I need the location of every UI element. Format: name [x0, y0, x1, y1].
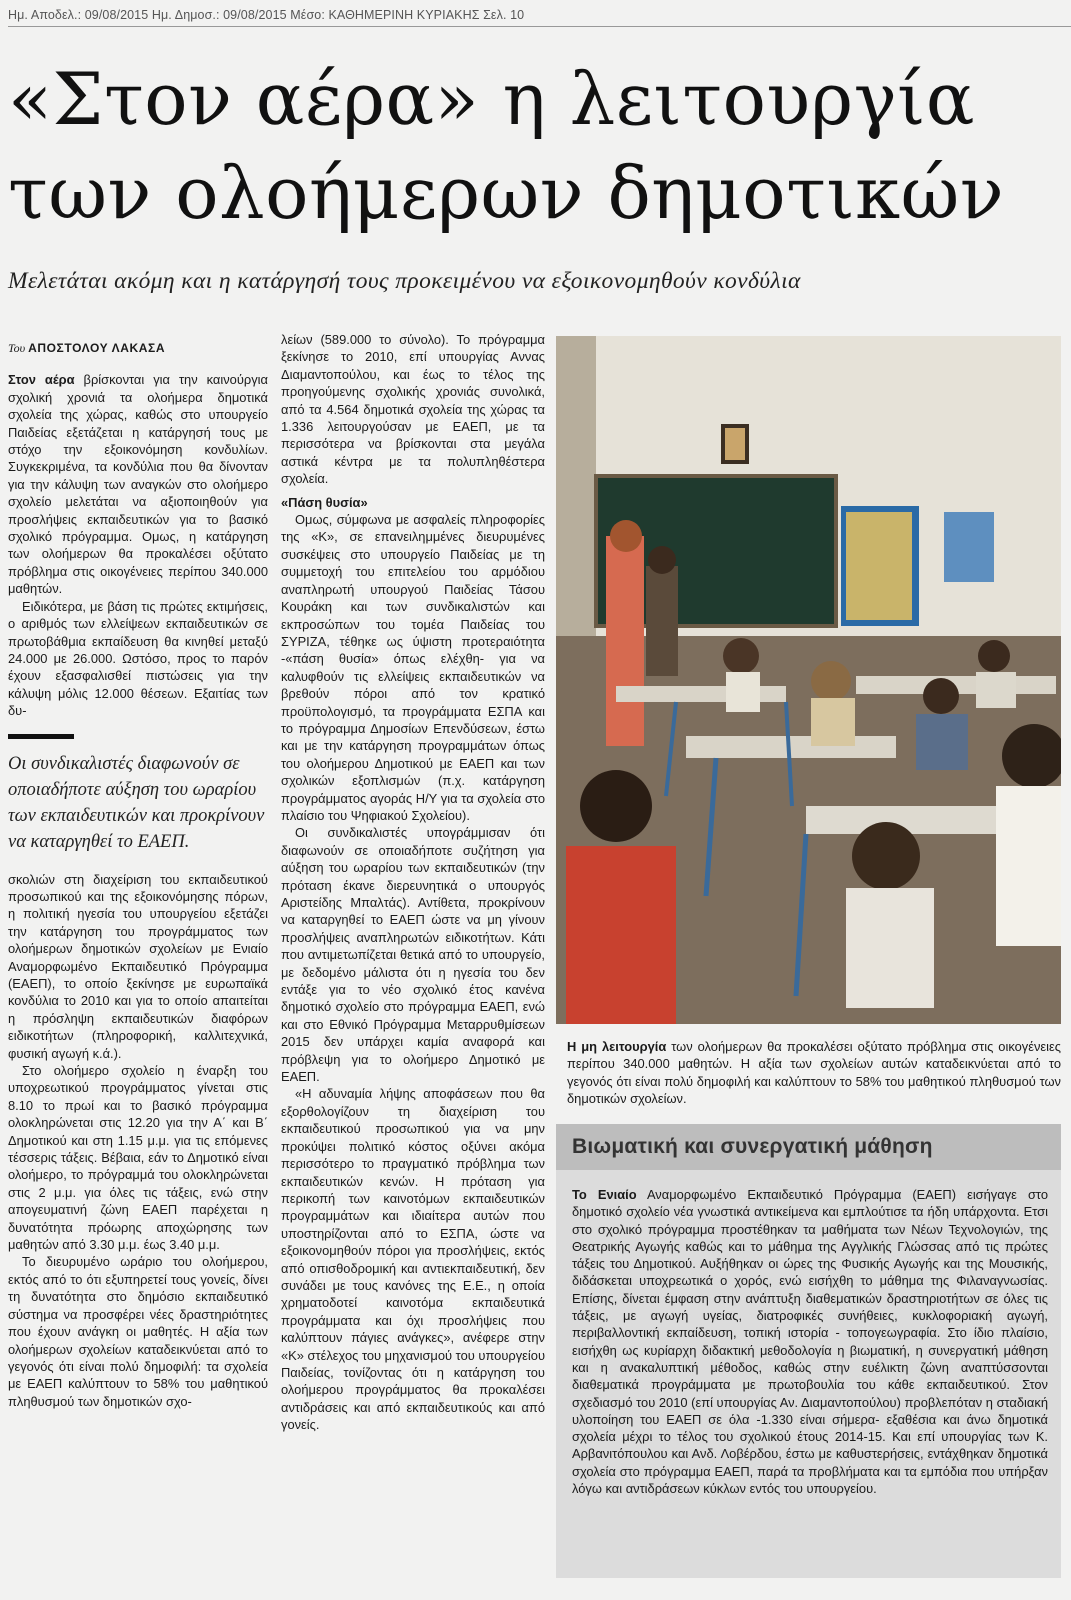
- subheadline: Μελετάται ακόμη και η κατάργησή τους προκειμένου να εξοικονομηθούν κονδύλια: [8, 268, 801, 294]
- pull-quote-text: Οι συνδικαλιστές διαφωνούν σε οποιαδήποτε αύξηση του ωραρίου των εκπαιδευτικών και προκρίνουν να καταργηθεί το ΕΑΕΠ.: [8, 753, 265, 852]
- paragraph-4: Στο ολοήμερο σχολείο η έναρξη του υποχρεωτικού προγράμματος γίνεται στις 8.10 το πρωί και το βασικό πρόγραμμα ολοκληρώνεται στις 12.20 για την Α΄ και Β΄ Δημοτικού και στη 1.15 μ.μ. για τις επόμενες τέσσερις τάξεις. Βέβαια, εάν το Δημοτικό είναι ολοήμερο, το πρόγραμμά του ολοκληρώνεται στις 2 μ.μ. για όλες τις τάξεις, ενώ στην απογευματινή ζώνη ΕΑΕΠ παρέχεται η δυνατότητα πρόωρης αποχώρησης των μαθητών από 3.30 μ.μ. έως 3.40 μ.μ.: [8, 1063, 268, 1253]
- header-divider: [8, 26, 1071, 27]
- caption-lead: Η μη λειτουργία: [567, 1039, 667, 1054]
- headline-line-1: «Στον αέρα» η λειτουργία: [8, 57, 975, 141]
- clipping-metadata: Ημ. Αποδελ.: 09/08/2015 Ημ. Δημοσ.: 09/08/2015 Μέσο: ΚΑΘΗΜΕΡΙΝΗ ΚΥΡΙΑΚΗΣ Σελ. 10: [8, 8, 525, 22]
- sidebar-box: [556, 1124, 1061, 1578]
- paragraph-6: λείων (589.000 το σύνολο). Το πρόγραμμα ξεκίνησε το 2010, επί υπουργίας Αννας Διαμαντοπούλου, και έως το τέλος της προηγούμενης σχολικής χρονιάς συνολικά, από τα 4.564 δημοτικά σχολεία της χώρας τα 1.336 λειτουργούσαν με ΕΑΕΠ, με τα περισσότερα να βρίσκονται στα μεγάλα αστικά κέντρα με τα πολυπληθέστερα σχολεία.: [281, 332, 545, 487]
- sidebar-body: [572, 1186, 1048, 1497]
- lead-words: Στον αέρα: [8, 372, 75, 388]
- sidebar-title-bar: [556, 1124, 1061, 1170]
- headline-line-2: των ολοήμερων δημοτικών: [8, 151, 1005, 235]
- article-column-1: [8, 340, 268, 1410]
- paragraph-3: σκολιών στη διαχείριση του εκπαιδευτικού προσωπικού και της εξοικονόμησης πόρων, η πολιτική ηγεσία του υπουργείου εξετάζει την κατάργηση του προγράμματος των ολοήμερων δημοτικών σχολείων με Ενιαίο Αναμορφωμένο Εκπαιδευτικό Πρόγραμμα (ΕΑΕΠ), το οποίο ξεκίνησε με ευρωπαϊκά κονδύλια το 2010 και για το οποίο απαιτείται η πρόσληψη εκπαιδευτικών διαφόρων ειδικοτήτων (πληροφορική, καλλιτεχνικά, φυσική αγωγή κ.ά.).: [8, 871, 268, 1061]
- byline: [8, 340, 268, 357]
- photo-caption: [567, 1038, 1061, 1108]
- paragraph-2: Ειδικότερα, με βάση τις πρώτες εκτιμήσεις, ο αριθμός των ελλείψεων εκπαιδευτικών σε πρωτοβάθμια εκπαίδευση θα κινηθεί μεταξύ 24.000 με 26.000. Ωστόσο, προς το παρόν έχουν εξασφαλισθεί πιστώσεις για την κάλυψη μόλις 12.000 θέσεων. Εξαιτίας των δυ-: [8, 598, 268, 719]
- sidebar-lead: Το Ενιαίο: [572, 1187, 637, 1202]
- pull-quote-rule: [8, 734, 74, 739]
- paragraph-1: Στον αέρα βρίσκονται για την καινούργια σχολική χρονιά τα ολοήμερα δημοτικά σχολεία της χώρας, καθώς στο υπουργείο Παιδείας εξετάζεται η κατάργησή τους με στόχο την εξοικονόμηση κονδυλίων. Συγκεκριμένα, τα κονδύλια που θα δίνονταν για την κάλυψη των αναγκών στο ολοήμερο σχολείο μελετάται να αξιοποιηθούν για προσλήψεις εκπαιδευτικών για το βασικό σχολικό πρόγραμμα. Ομως, η κατάργηση των ολοήμερων θα προκαλέσει οξύτατο πρόβλημα στις οικογένειες περίπου 340.000 μαθητών.: [8, 372, 268, 597]
- caption-text: των ολοήμερων θα προκαλέσει οξύτατο πρόβλημα στις οικογένειες περίπου 340.000 μαθητών. Η αξία των σχολείων αυτών καταδεικνύεται από το γεγονός ότι είναι πολύ δημοφιλή και καλύπτουν το 58% του μαθητικού πληθυσμού των δημοτικών σχολείων.: [567, 1039, 1062, 1107]
- classroom-photo: [556, 336, 1061, 1024]
- paragraph-5: Το διευρυμένο ωράριο του ολοήμερου, εκτός από το ότι εξυπηρετεί τους γονείς, δίνει τη δυνατότητα στο δημόσιο εκπαιδευτικό σύστημα να προσφέρει νέες δραστηριότητες που έχουν ανάγκη οι μαθητές. Η αξία των ολοήμερων σχολείων καταδεικνύεται από το γεγονός ότι είναι πολύ δημοφιλή: τα σχολεία με ΕΑΕΠ καλύπτουν το 58% του μαθητικού πληθυσμού των δημοτικών σχο-: [8, 1254, 268, 1409]
- section-subhead: «Πάση θυσία»: [281, 494, 368, 510]
- paragraph-8: Οι συνδικαλιστές υπογράμμισαν ότι διαφωνούν σε οποιαδήποτε συζήτηση για αύξηση του ωραρίου των εκπαιδευτικών (την πρόταση έκανε διερευνητικά ο υπουργός Αριστείδης Μπαλτάς). Αντίθετα, προκρίνουν να καταργηθεί το ΕΑΕΠ ώστε να μη γίνουν προσλήψεις αναπληρωτών ειδικοτήτων. Κάτι που αντιμετωπίζεται θετικά από το υπουργείο, με δεδομένο μάλιστα ότι η ηγεσία του δεν εντάξε για το νέο σχολικό έτος κανένα δημοτικό σχολείο στο πρόγραμμα ΕΑΕΠ, ενώ και στο Εθνικό Πρόγραμμα Μεταρρυθμίσεων 2015 δεν υπάρχει καμία αναφορά και πρόβλεψη για το ολοήμερο Δημοτικό με ΕΑΕΠ.: [281, 825, 545, 1085]
- sidebar-title: Βιωματική και συνεργατική μάθηση: [572, 1135, 933, 1158]
- classroom-illustration: [556, 336, 1061, 1024]
- headline: [8, 52, 1063, 240]
- article-column-2: [281, 331, 545, 1434]
- sidebar-text: Αναμορφωμένο Εκπαιδευτικό Πρόγραμμα (ΕΑΕΠ) εισήγαγε στο δημοτικό σχολείο νέα γνωστικά αντικείμενα και εμπλούτισε τα ήδη υπάρχοντα. Ετσι στο σχολικό πρόγραμμα προστέθηκαν τα μαθήματα των Νέων Τεχνολογιών, της Θεατρικής Αγωγής καθώς και το μάθημα της Αγγλικής Γλώσσας από τις πρώτες τάξεις του Δημοτικού. Αυξήθηκαν οι ώρες της Φυσικής Αγωγής και της Μουσικής, διδάσκεται υποχρεωτικά ο χορός, ενώ εισήχθη το μάθημα της Φιλαναγνωσίας. Επίσης, δίνεται έμφαση στην ανάπτυξη διαθεματικών δραστηριοτήτων σε όλες τις τάξεις, με αγωγή υγείας, διατροφικές συνήθειες, κυκλοφοριακή αγωγή, περιβαλλοντική εκπαίδευση, τοπική ιστορία - τοπογεωγραφία. Στο ίδιο πλαίσιο, εισήχθη ως κυρίαρχη διδακτική μεθοδολογία η βιωματική, η συνεργατική μάθηση και η ανακαλυπτική μέθοδος, καθώς στην ευέλικτη ζώνη αναπτύσσονται διαθεματικά προγράμματα με πρωτοβουλία του κάθε εκπαιδευτικού. Στον σχεδιασμό του 2010 (επί υπουργίας Αν. Διαμαντοπούλου) προβλεπόταν η σταδιακή υλοποίηση του ΕΑΕΠ σε όλα -1.330 είναι σήμερα- εξαθέσια και άνω δημοτικά σχολεία μέχρι το τέλος του σχολικού έτους 2014-15. Και επί υπουργίας των Κ. Αρβανιτόπουλου και Ανδ. Λοβέρδου, έστω με καθυστερήσεις, εντάχθηκαν δημοτικά σχολεία στο πρόγραμμα ΕΑΕΠ, παρά τα προβλήματα και τα εμπόδια που υπήρξαν λόγω και αντιδράσεων κύκλων εντός του υπουργείου.: [572, 1187, 1048, 1497]
- byline-author: ΑΠΟΣΤΟΛΟΥ ΛΑΚΑΣΑ: [28, 341, 166, 355]
- paragraph-9: «Η αδυναμία λήψης αποφάσεων που θα εξορθολογίζουν τη διαχείριση του εκπαιδευτικού προσωπικού για να μην προκύψει πολιτικό κόστος οξύνει ακόμα περισσότερο το πραγματικό πρόβλημα των εκπαιδευτικών κενών. Η πρόταση για περικοπή των καινοτόμων εκπαιδευτικών προγραμμάτων και ιδιαίτερα αυτών που υποστηρίζονται από το ΕΣΠΑ, ώστε να εξοικονομηθούν πόροι για προσλήψεις, εκτός από οπισθοδρομική και αντιεκπαιδευτική, δεν συνάδει με τους κανόνες της Ε.Ε., η οποία χρηματοδοτεί καινοτόμα εκπαιδευτικά προγράμματα και όχι προσλήψεις που καλύπτουν πάγιες ανάγκες», ανέφερε στην «Κ» στέλεχος του μηχανισμού του υπουργείου Παιδείας, τονίζοντας ότι η κατάργηση του ολοήμερου προγράμματος θα προκαλέσει αντιδράσεις και από εκπαιδευτικούς και από γονείς.: [281, 1086, 545, 1433]
- byline-prefix: Του: [8, 341, 26, 355]
- pull-quote: [8, 734, 268, 855]
- paragraph-7: Ομως, σύμφωνα με ασφαλείς πληροφορίες της «Κ», σε επανειλημμένες διευρυμένες συσκέψεις στο υπουργείο Παιδείας με τη συμμετοχή του επιτελείου του αρμόδιου αναπληρωτή υπουργού Παιδείας Τάσου Κουράκη και των συνδικαλιστών και εκπροσώπων του τομέα Παιδείας του ΣΥΡΙΖΑ, τέθηκε ως ύψιστη προτεραιότητα -«πάση θυσία» όπως ελέχθη- για να καλυφθούν τις ελλείψεις εκπαιδευτικών να βρεθούν πόροι από τον κρατικό προϋπολογισμό, τα προγράμματα ΕΣΠΑ και το πρόγραμμα Δημοσίων Επενδύσεων, έστω και με την κατάργηση προγραμμάτων όπως του ολοήμερου Δημοτικού με ΕΑΕΠ και των σχολικών εξοπλισμών (π.χ. κατάργηση προγράμματος αγοράς Η/Υ για τα σχολεία στο πλαίσιο του Ψηφιακού Σχολείου).: [281, 512, 545, 823]
